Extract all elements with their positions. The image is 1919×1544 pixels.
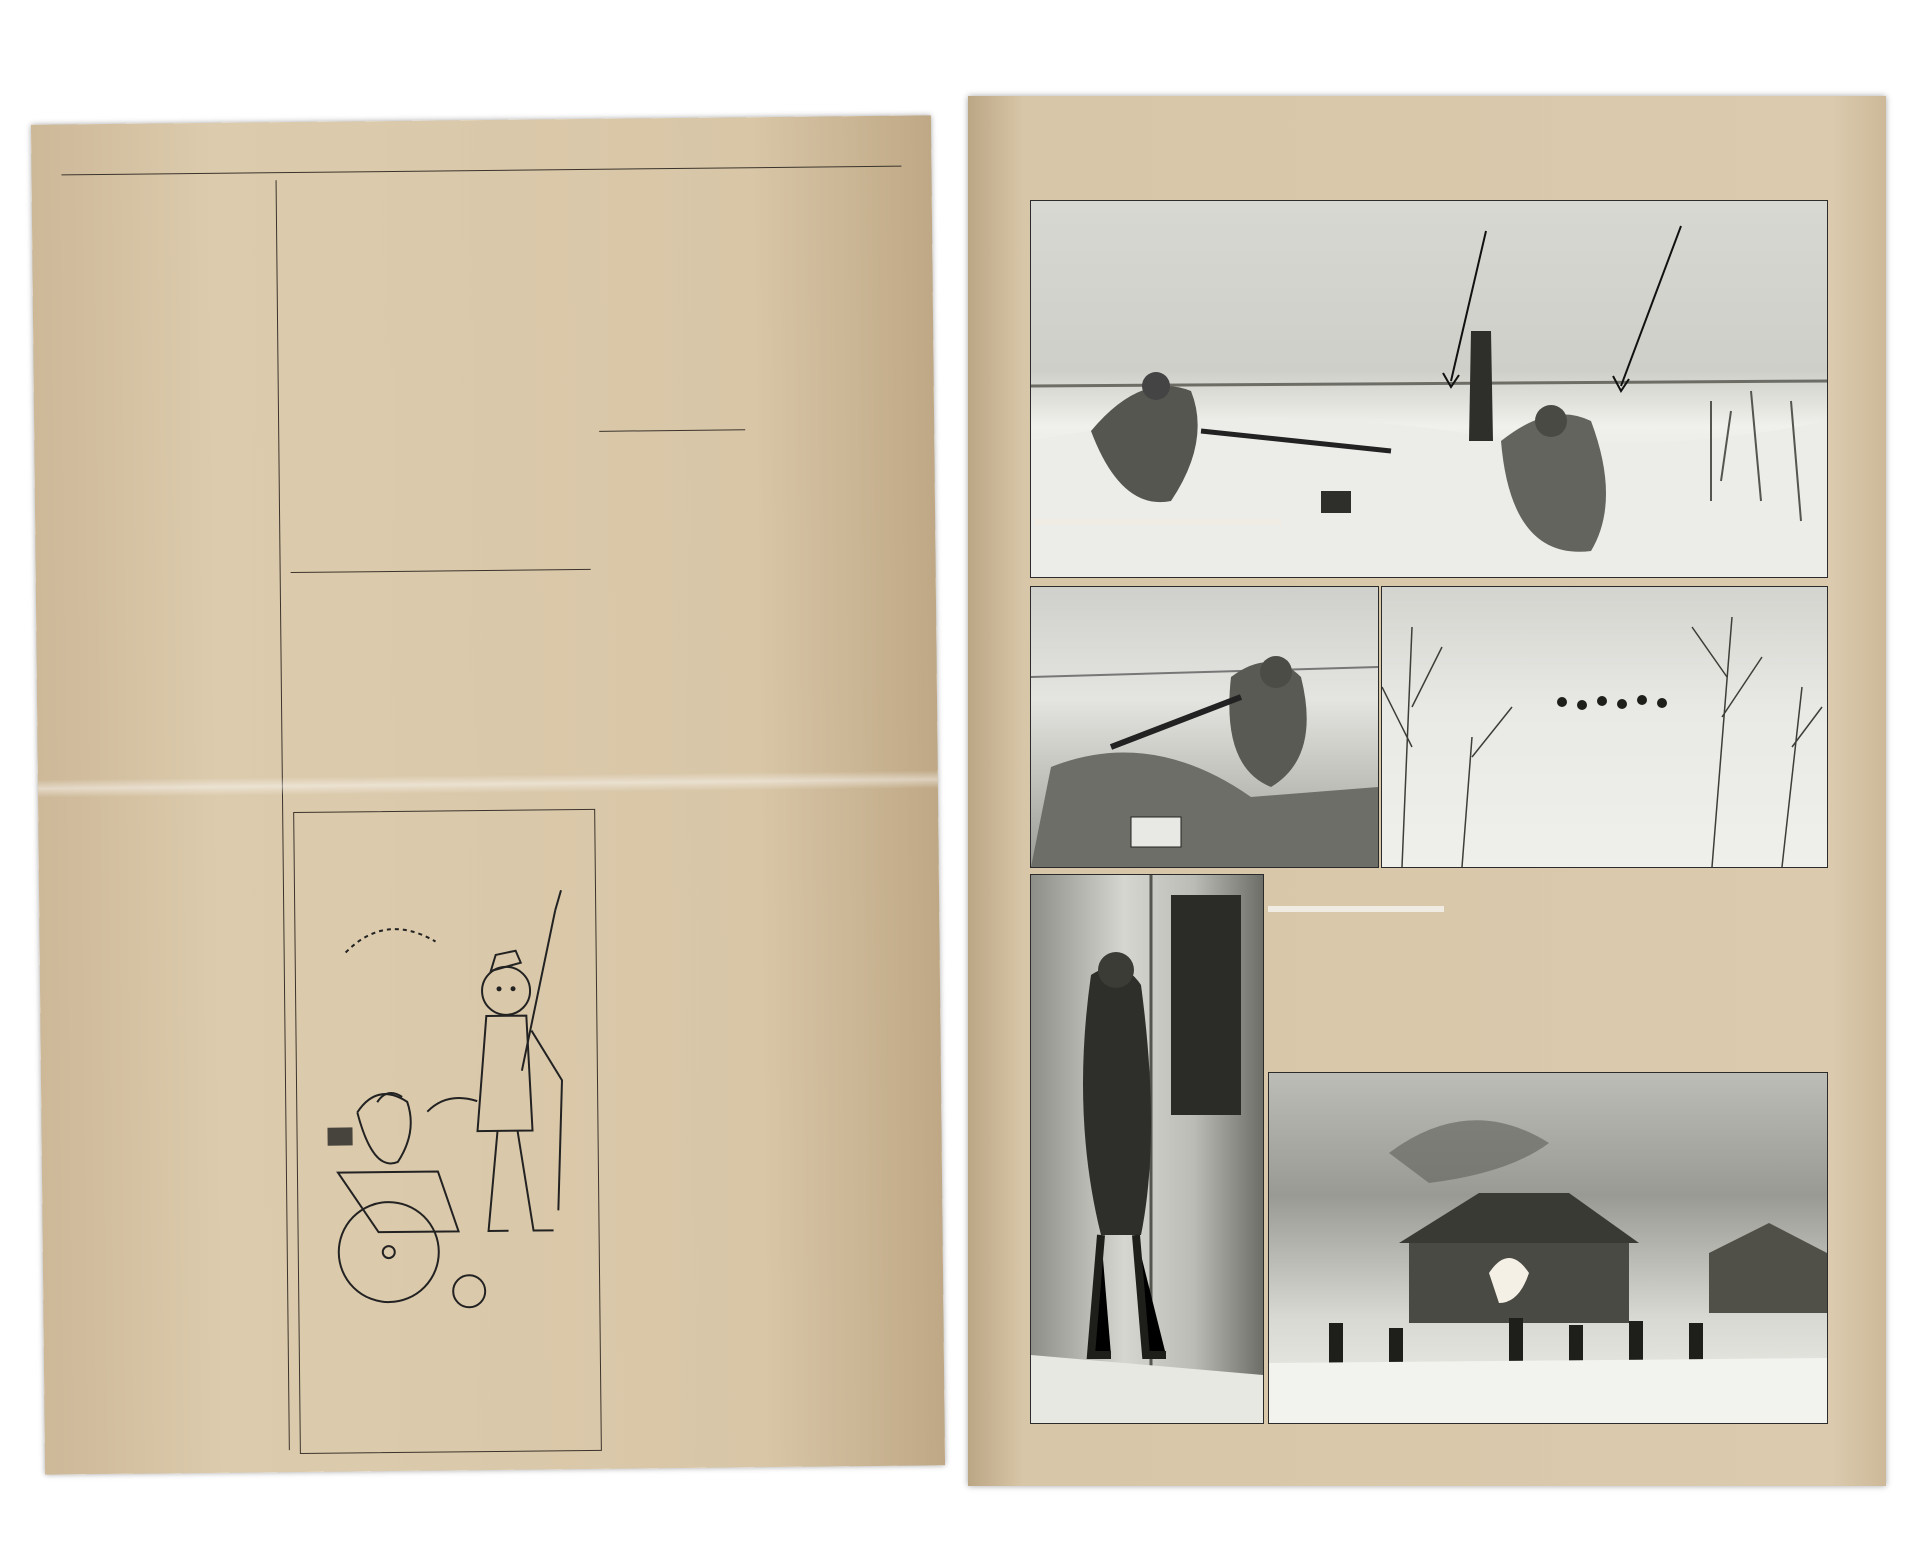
left-newspaper-page xyxy=(31,115,945,1474)
col1-text-1 xyxy=(62,190,267,192)
main-column-b xyxy=(442,241,591,563)
col1-text-4 xyxy=(62,190,267,192)
subheading-schlagt-den-feind xyxy=(62,190,267,192)
rule-schick xyxy=(599,429,745,432)
main-column-c xyxy=(597,239,745,421)
schick-column xyxy=(599,457,755,1448)
main-text-1 xyxy=(287,243,433,245)
photo-machine-gunner xyxy=(1030,586,1379,868)
header-rule xyxy=(61,166,901,176)
besinnung-text-2 xyxy=(446,615,591,617)
caption-abwehr xyxy=(1035,519,1281,525)
report-column-1 xyxy=(1448,904,1628,1064)
photo-burning-village xyxy=(1268,1072,1828,1424)
caption-bolschewisten xyxy=(1268,906,1444,912)
besinnung-column-b xyxy=(446,615,593,797)
imprint xyxy=(610,1417,760,1453)
photo-abwehr-machine-gun xyxy=(1030,200,1828,578)
cartoon-illustration xyxy=(315,870,580,1353)
besinnung-text-1 xyxy=(291,617,436,619)
photo-burning-village-scene xyxy=(1269,1073,1827,1423)
col1-intro xyxy=(62,180,267,182)
photo-gegenstoss-scene xyxy=(1382,587,1827,867)
zur-lage-cartoon-box xyxy=(293,809,602,1454)
photo-credit xyxy=(1268,1016,1440,1036)
rule-besinnung xyxy=(291,569,591,573)
photo-soldier-doorway-scene xyxy=(1031,875,1263,1423)
right-newspaper-page xyxy=(968,96,1886,1486)
column-1 xyxy=(62,180,280,1452)
report-column-2 xyxy=(1636,904,1822,1044)
main-text-2 xyxy=(287,247,433,249)
main-column-a xyxy=(287,243,436,565)
col1-text-3 xyxy=(62,190,267,192)
main-text-4 xyxy=(597,239,743,241)
report-signature xyxy=(1658,1050,1818,1064)
photo-machine-gunner-scene xyxy=(1031,587,1378,867)
cartoon-caption xyxy=(310,1378,590,1381)
schick-text xyxy=(599,457,745,459)
col1-quote xyxy=(62,190,267,192)
photo-gegenstoss-forest xyxy=(1381,586,1828,868)
photo-soldier-doorway xyxy=(1030,874,1264,1424)
subheading-ein-exempel xyxy=(62,190,267,192)
besinnung-column-a xyxy=(291,617,438,799)
main-text-3 xyxy=(442,241,588,243)
